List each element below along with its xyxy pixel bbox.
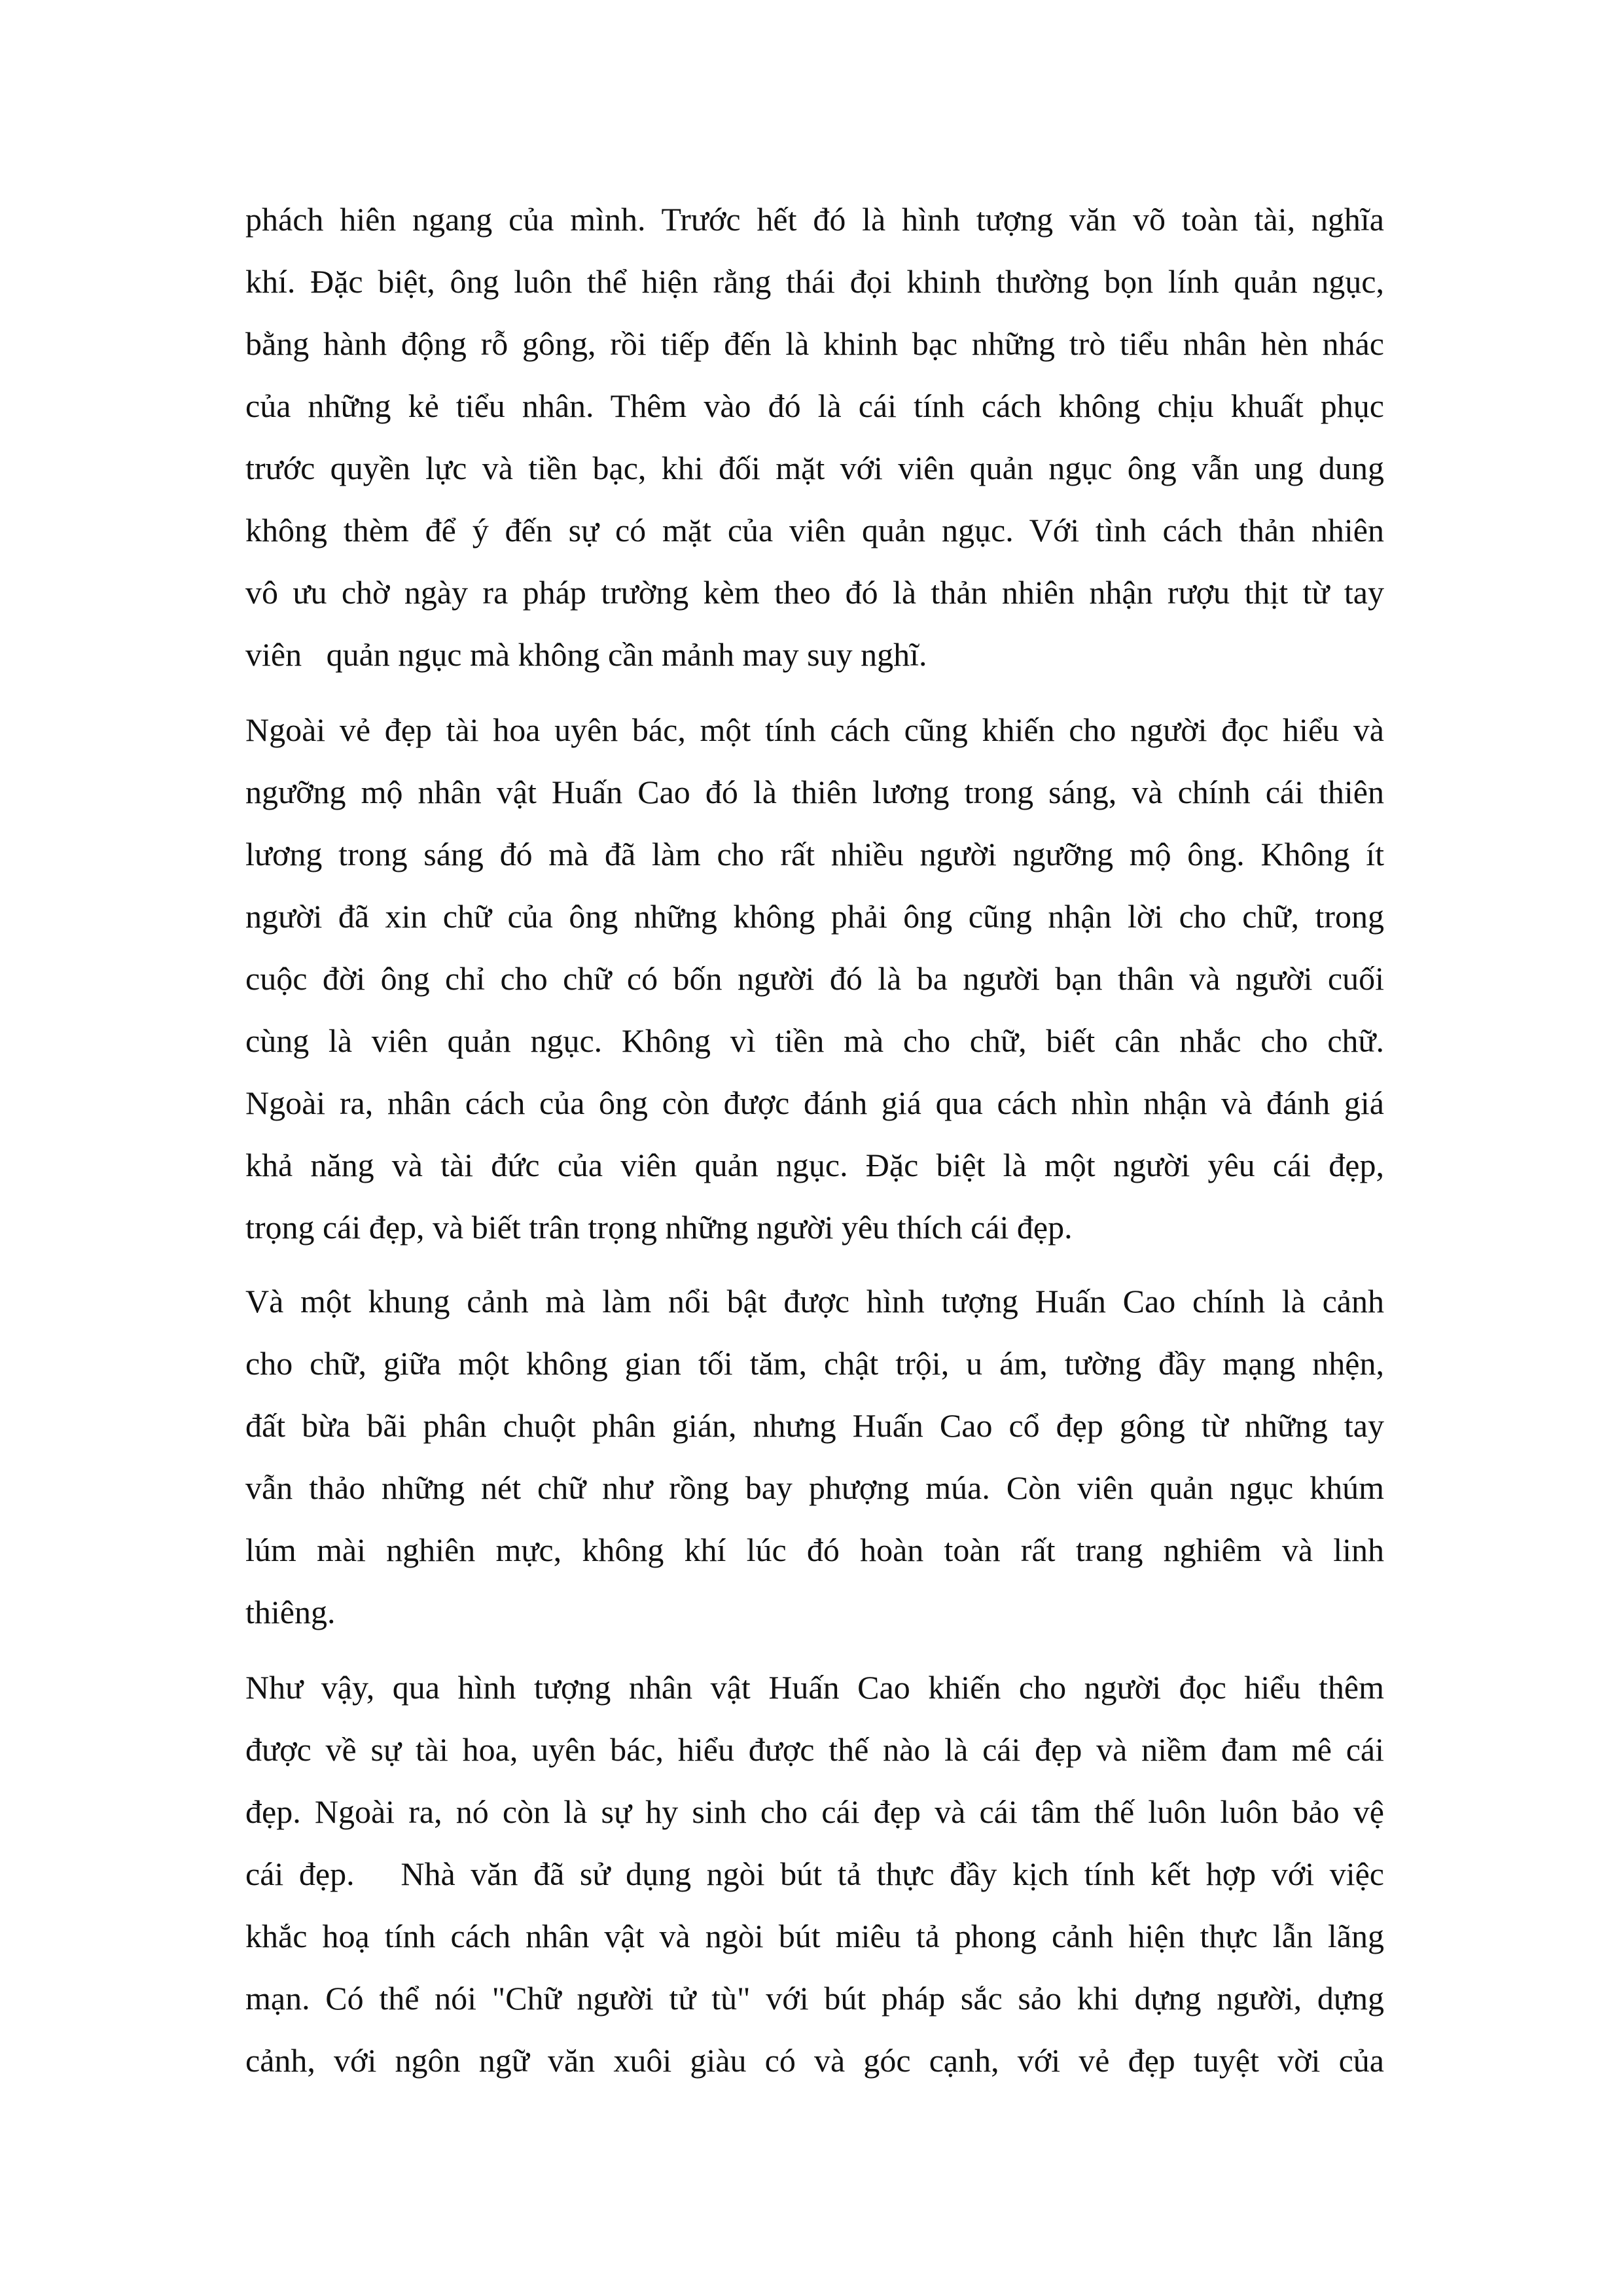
text-line: trước quyền lực và tiền bạc, khi đối mặt với viên quản ngục ông vẫn ung dung [245,450,1384,486]
text-line: đẹp. Ngoài ra, nó còn là sự hy sinh cho cái đẹp và cái tâm thế luôn luôn bảo vệ [245,1793,1384,1830]
text-line: cuộc đời ông chỉ cho chữ có bốn người đó là ba người bạn thân và người cuối [245,960,1384,997]
text-line: được về sự tài hoa, uyên bác, hiểu được thế nào là cái đẹp và niềm đam mê cái [245,1731,1384,1768]
text-line: cho chữ, giữa một không gian tối tăm, chật trội, u ám, tường đầy mạng nhện, [245,1345,1384,1382]
text-line: khí. Đặc biệt, ông luôn thể hiện rằng thái đọi khinh thường bọn lính quản ngục, [245,263,1384,300]
text-line: vô ưu chờ ngày ra pháp trường kèm theo đó là thản nhiên nhận rượu thịt từ tay [245,574,1384,611]
text-line: cái đẹp. Nhà văn đã sử dụng ngòi bút tả thực đầy kịch tính kết hợp với việc [245,1856,1384,1892]
text-line: lương trong sáng đó mà đã làm cho rất nhiều người ngưỡng mộ ông. Không ít [245,836,1384,872]
text-line: ngưỡng mộ nhân vật Huấn Cao đó là thiên lương trong sáng, và chính cái thiên [245,774,1384,810]
text-line: khả năng và tài đức của viên quản ngục. Đặc biệt là một người yêu cái đẹp, [245,1147,1384,1183]
text-line: cùng là viên quản ngục. Không vì tiền mà cho chữ, biết cân nhắc cho chữ. [245,1022,1384,1059]
text-line: của những kẻ tiểu nhân. Thêm vào đó là cái tính cách không chịu khuất phục [245,387,1384,424]
text-line: vẫn thảo những nét chữ như rồng bay phượng múa. Còn viên quản ngục khúm [245,1469,1384,1506]
text-line: cảnh, với ngôn ngữ văn xuôi giàu có và góc cạnh, với vẻ đẹp tuyệt vời của [245,2042,1384,2079]
text-line: viên quản ngục mà không cần mảnh may suy nghĩ. [245,636,927,673]
text-line: thiêng. [245,1594,336,1630]
text-line: trọng cái đẹp, và biết trân trọng những người yêu thích cái đẹp. [245,1209,1073,1246]
text-line: Ngoài ra, nhân cách của ông còn được đánh giá qua cách nhìn nhận và đánh giá [245,1085,1384,1121]
text-line: Ngoài vẻ đẹp tài hoa uyên bác, một tính cách cũng khiến cho người đọc hiểu và [245,711,1384,748]
text-line: người đã xin chữ của ông những không phải ông cũng nhận lời cho chữ, trong [245,898,1384,935]
text-line: bằng hành động rỗ gông, rồi tiếp đến là khinh bạc những trò tiểu nhân hèn nhác [245,325,1384,362]
text-line: phách hiên ngang của mình. Trước hết đó là hình tượng văn võ toàn tài, nghĩa [245,201,1384,238]
text-line: khắc hoạ tính cách nhân vật và ngòi bút miêu tả phong cảnh hiện thực lẫn lãng [245,1918,1384,1954]
text-line: Và một khung cảnh mà làm nổi bật được hình tượng Huấn Cao chính là cảnh [245,1283,1384,1319]
text-line: lúm mài nghiên mực, không khí lúc đó hoàn toàn rất trang nghiêm và linh [245,1532,1384,1568]
text-line: không thèm để ý đến sự có mặt của viên quản ngục. Với tình cách thản nhiên [245,512,1384,548]
text-line: Như vậy, qua hình tượng nhân vật Huấn Cao khiến cho người đọc hiểu thêm [245,1669,1384,1706]
text-line: đất bừa bãi phân chuột phân gián, nhưng Huấn Cao cổ đẹp gông từ những tay [245,1407,1384,1444]
text-line: mạn. Có thể nói "Chữ người tử tù" với bút pháp sắc sảo khi dựng người, dựng [245,1980,1384,2017]
